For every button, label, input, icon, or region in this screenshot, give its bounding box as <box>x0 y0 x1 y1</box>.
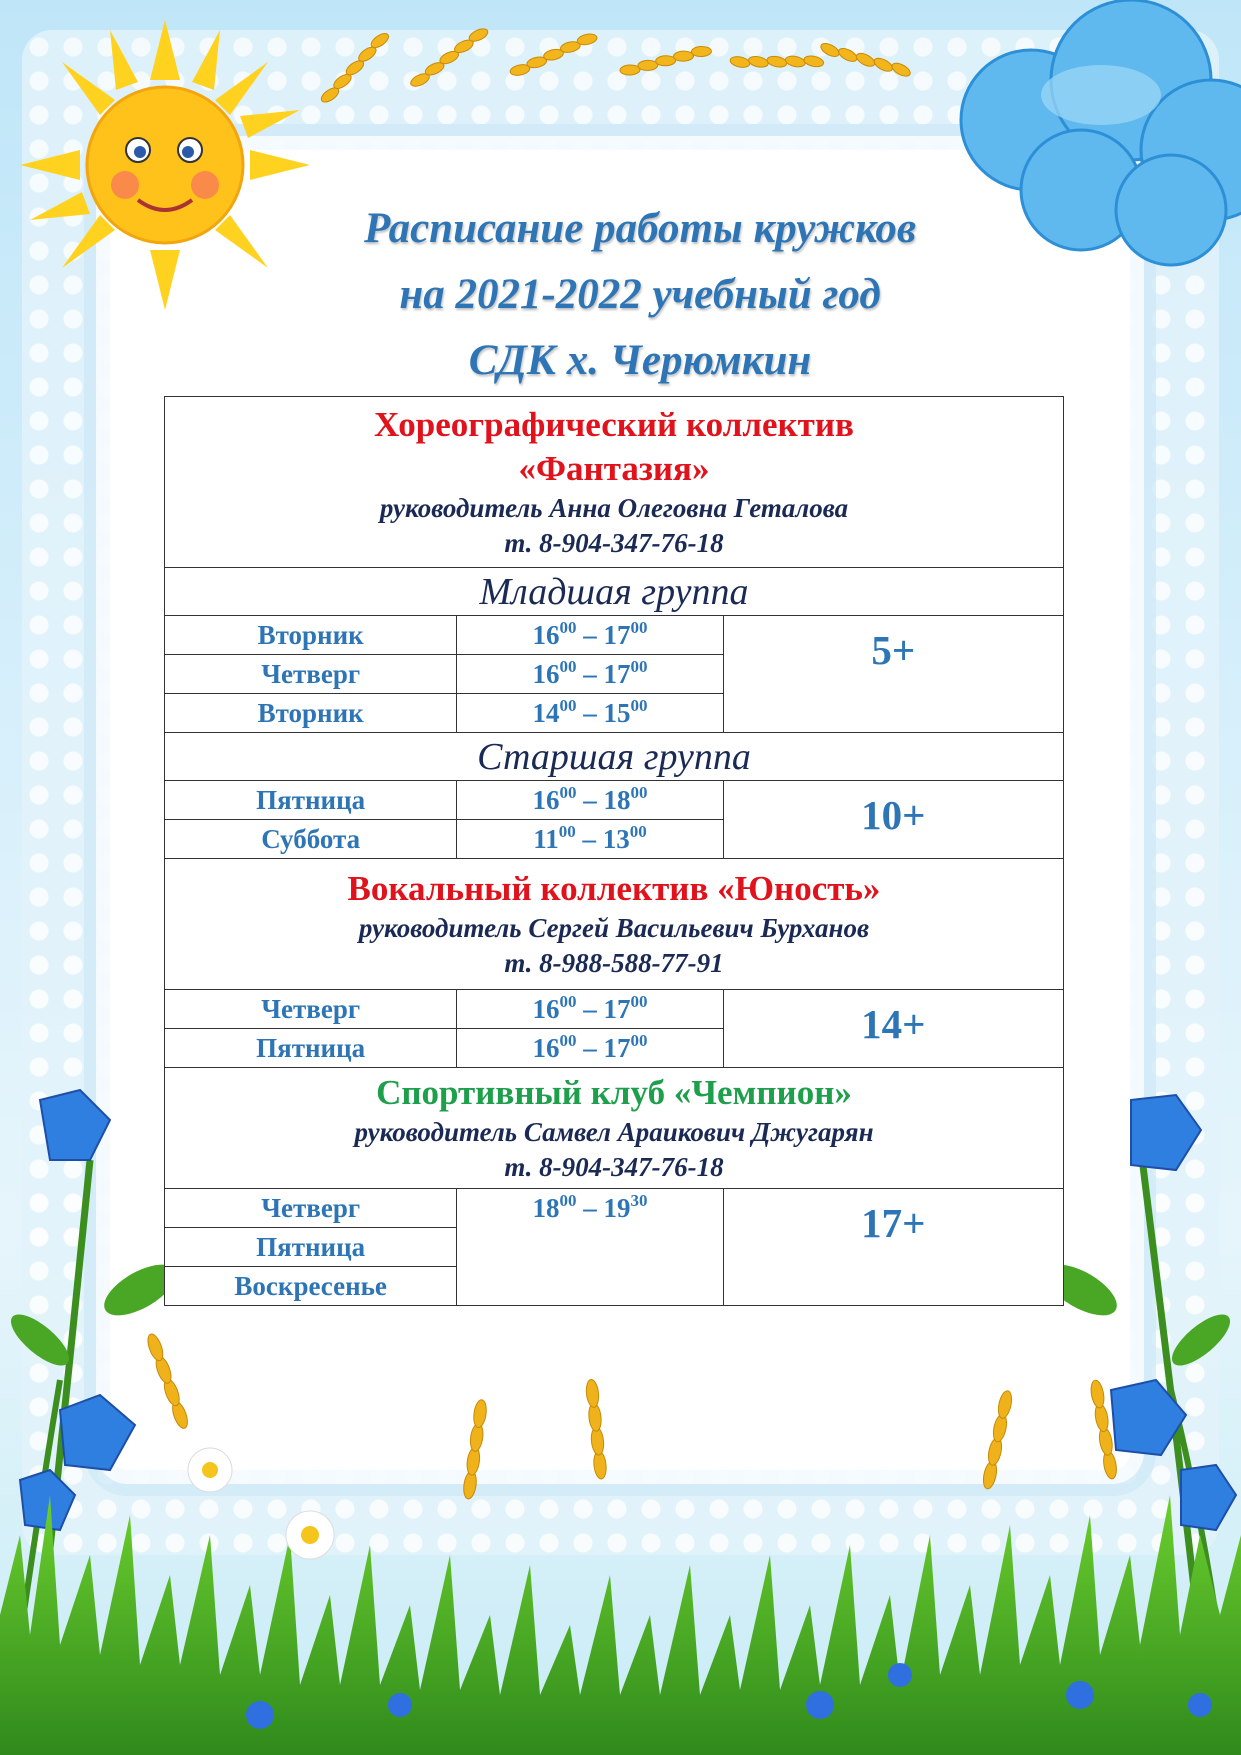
title-line-2: на 2021-2022 учебный год <box>399 271 881 318</box>
day-cell: Пятница <box>165 781 457 820</box>
sport-header-cell <box>165 1068 1064 1189</box>
title-line-1: Расписание работы кружков <box>363 205 917 252</box>
vocal-leader: руководитель Сергей Васильевич Бурханов <box>358 913 870 943</box>
age-cell: 17+ <box>723 1189 1063 1306</box>
day-cell: Вторник <box>165 694 457 733</box>
choreo-header-cell <box>165 397 1064 568</box>
sport-title: Спортивный клуб «Чемпион» <box>376 1073 852 1112</box>
day-cell: Суббота <box>165 820 457 859</box>
age-cell: 5+ <box>723 616 1063 733</box>
age-cell: 10+ <box>723 781 1063 859</box>
day-cell: Четверг <box>165 1189 457 1228</box>
time-cell: $18^{00} - 19^{30}$ <box>457 1189 723 1306</box>
wheat-icon <box>290 0 970 120</box>
choreo-header-row <box>165 397 1064 568</box>
vocal-phone: т. 8-988-588-77-91 <box>504 948 724 978</box>
table-row <box>165 616 1064 655</box>
table-row <box>165 1189 1064 1228</box>
senior-group-row <box>165 733 1064 781</box>
junior-group-row <box>165 568 1064 616</box>
day-cell: Четверг <box>165 655 457 694</box>
choreo-phone: т. 8-904-347-76-18 <box>504 528 724 558</box>
grass-icon <box>0 1235 1241 1755</box>
day-cell: Воскресенье <box>165 1267 457 1306</box>
choreo-leader: руководитель Анна Олеговна Геталова <box>379 493 849 523</box>
sport-header-row <box>165 1068 1064 1189</box>
time-cell: $16^{00} - 17^{00}$ <box>457 1029 723 1068</box>
table-row <box>165 990 1064 1029</box>
day-cell: Пятница <box>165 1228 457 1267</box>
vocal-header-row <box>165 859 1064 990</box>
time-cell: $16^{00} - 17^{00}$ <box>457 616 723 655</box>
day-cell: Вторник <box>165 616 457 655</box>
age-cell: 14+ <box>723 990 1063 1068</box>
time-cell: $14^{00} - 15^{00}$ <box>457 694 723 733</box>
schedule-table <box>164 396 1064 1306</box>
vocal-header-cell <box>165 859 1064 990</box>
sport-leader: руководитель Самвел Араикович Джугарян <box>354 1117 874 1147</box>
title-line-3: СДК х. Черюмкин <box>468 337 812 384</box>
senior-group-label: Старшая группа <box>165 733 1064 781</box>
sport-phone: т. 8-904-347-76-18 <box>504 1152 724 1182</box>
time-cell: $16^{00} - 17^{00}$ <box>457 990 723 1029</box>
time-cell: $16^{00} - 18^{00}$ <box>457 781 723 820</box>
table-row <box>165 781 1064 820</box>
junior-group-label: Младшая группа <box>165 568 1064 616</box>
vocal-title: Вокальный коллектив «Юность» <box>347 869 881 908</box>
choreo-title: Хореографический коллектив <box>374 405 854 444</box>
day-cell: Четверг <box>165 990 457 1029</box>
day-cell: Пятница <box>165 1029 457 1068</box>
choreo-name: «Фантазия» <box>518 449 710 488</box>
time-cell: $16^{00} - 17^{00}$ <box>457 655 723 694</box>
page-title <box>210 196 1070 394</box>
time-cell: $11^{00} - 13^{00}$ <box>457 820 723 859</box>
